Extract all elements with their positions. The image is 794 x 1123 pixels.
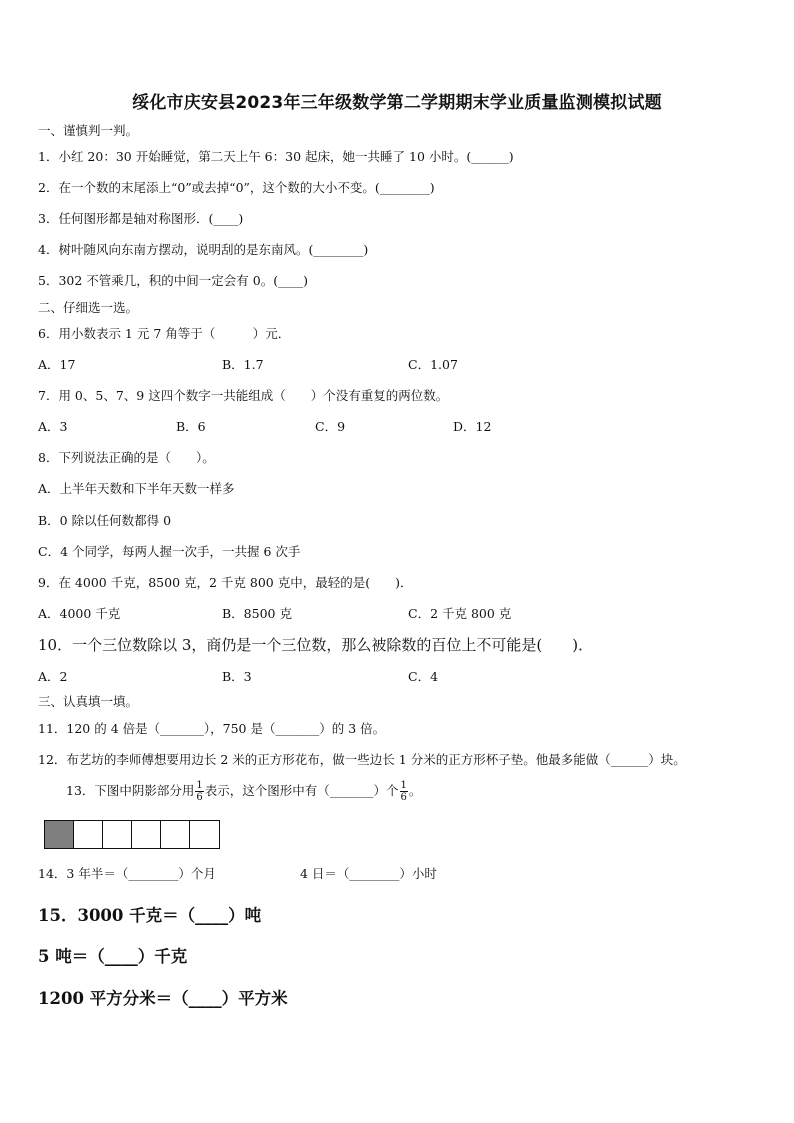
question-8-option-c: C．4 个同学，每两人握一次手，一共握 6 次手 [38, 544, 301, 559]
question-15-part-a: 15．3000 千克＝（____）吨 [38, 906, 262, 925]
grid-cell-shaded [45, 821, 74, 848]
question-10: 10．一个三位数除以 3，商仍是一个三位数，那么被除数的百位上不可能是( )． [38, 636, 594, 654]
question-13-text-a: 13．下图中阴影部分用 [66, 783, 195, 798]
shaded-grid-figure [44, 820, 220, 849]
question-15-part-b: 5 吨＝（____）千克 [38, 947, 188, 966]
question-8-option-b: B．0 除以任何数都得 0 [38, 513, 172, 528]
question-10-option-b: B．3 [222, 669, 252, 684]
question-7-option-d: D．12 [453, 419, 492, 434]
question-13 [66, 780, 421, 803]
question-13-text-b: 表示，这个图形中有（_______）个 [204, 783, 399, 798]
section-heading-fill: 三、认真填一填。 [38, 694, 139, 709]
question-15-part-c: 1200 平方分米＝（____）平方米 [38, 989, 288, 1008]
fraction-one-sixth-2 [400, 780, 408, 803]
question-9-option-c: C．2 千克 800 克 [408, 606, 512, 621]
question-9: 9．在 4000 千克，8500 克，2 千克 800 克中，最轻的是( )． [38, 575, 413, 590]
question-8: 8．下列说法正确的是（ ）。 [38, 450, 215, 465]
grid-cell [74, 821, 103, 848]
question-3: 3．任何图形都是轴对称图形．(____) [38, 211, 244, 226]
question-9-option-b: B．8500 克 [222, 606, 292, 621]
question-14-part-a: 14．3 年半＝（________）个月 [38, 866, 216, 881]
question-7-option-a: A．3 [38, 419, 68, 434]
question-1: 1．小红 20：30 开始睡觉，第二天上午 6：30 起床，她一共睡了 10 小时。(______) [38, 149, 514, 164]
question-9-option-a: A．4000 千克 [38, 606, 121, 621]
question-7: 7．用 0、5、7、9 这四个数字一共能组成（ ）个没有重复的两位数。 [38, 388, 449, 403]
question-14-part-b: 4 日＝（________）小时 [300, 866, 437, 881]
question-10-option-a: A．2 [38, 669, 68, 684]
page-title: 绥化市庆安县2023年三年级数学第二学期期末学业质量监测模拟试题 [132, 93, 662, 113]
question-12: 12．布艺坊的李师傅想要用边长 2 米的正方形花布，做一些边长 1 分米的正方形杯子垫。他最多能做（______）块。 [38, 752, 686, 767]
fraction-numerator-2: 1 [400, 780, 407, 791]
question-4: 4．树叶随风向东南方摆动，说明刮的是东南风。(________) [38, 242, 369, 257]
grid-cell [103, 821, 132, 848]
section-heading-judge: 一、谨慎判一判。 [38, 123, 139, 138]
question-6-option-a: A．17 [38, 357, 76, 372]
question-5: 5．302 不管乘几，积的中间一定会有 0。(____) [38, 273, 308, 288]
grid-cell [190, 821, 219, 848]
fraction-numerator: 1 [196, 780, 203, 791]
question-13-text-c: 。 [408, 783, 422, 798]
question-8-option-a: A．上半年天数和下半年天数一样多 [38, 481, 235, 496]
fraction-denominator-2: 6 [400, 792, 407, 803]
question-2: 2．在一个数的末尾添上“0”或去掉“0”，这个数的大小不变。(________) [38, 180, 435, 195]
section-heading-choose: 二、仔细选一选。 [38, 300, 139, 315]
question-6-option-c: C．1.07 [408, 357, 458, 372]
question-6-option-b: B．1.7 [222, 357, 264, 372]
question-11: 11．120 的 4 倍是（_______），750 是（_______）的 3 倍。 [38, 721, 386, 736]
fraction-denominator: 6 [196, 792, 203, 803]
question-7-option-c: C．9 [315, 419, 346, 434]
fraction-one-sixth [195, 780, 203, 803]
question-7-option-b: B．6 [176, 419, 206, 434]
question-6: 6．用小数表示 1 元 7 角等于（ ）元． [38, 326, 291, 341]
question-10-option-c: C．4 [408, 669, 439, 684]
grid-cell [132, 821, 161, 848]
grid-cell [161, 821, 190, 848]
